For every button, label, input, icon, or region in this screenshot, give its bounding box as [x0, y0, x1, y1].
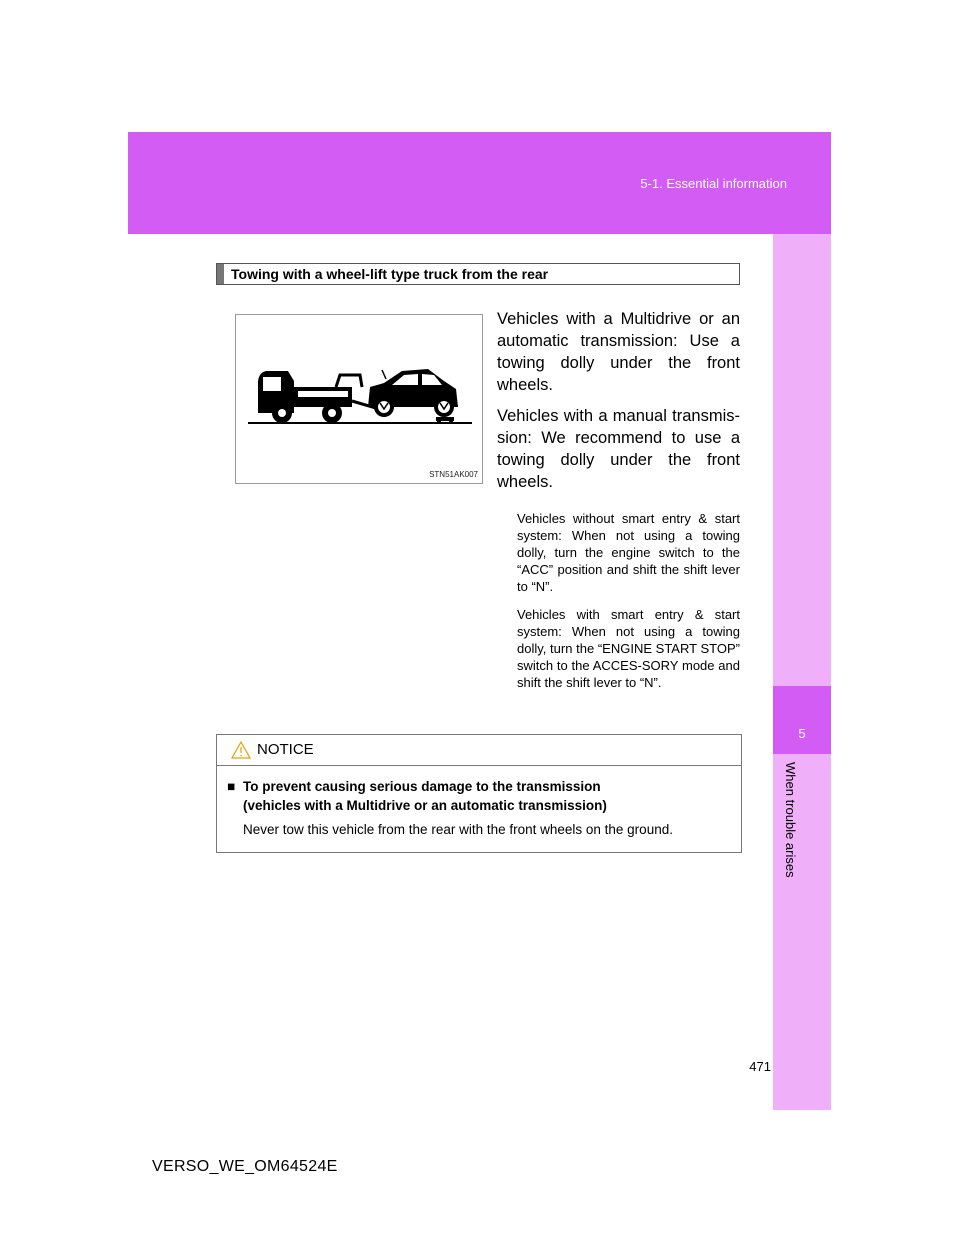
notice-box	[216, 734, 742, 853]
chapter-title: When trouble arises	[783, 762, 798, 878]
chapter-side-tab	[773, 234, 831, 1110]
sub-heading-bar	[217, 264, 224, 284]
page-number: 471	[749, 1059, 771, 1074]
notice-label: NOTICE	[257, 741, 314, 758]
figure-code: STN51AK007	[429, 470, 478, 479]
warning-triangle-icon	[231, 741, 251, 759]
chapter-number: 5	[798, 726, 806, 741]
notice-heading-line1: To prevent causing serious damage to the transmission	[243, 779, 601, 794]
header-band	[128, 132, 831, 234]
tow-truck-illustration	[235, 314, 483, 484]
notice-body: Never tow this vehicle from the rear with the front wheels on the ground.	[243, 822, 673, 837]
square-bullet-icon: ■	[227, 779, 236, 794]
notice-heading	[227, 777, 727, 815]
sub-paragraph: Vehicles with smart entry & start system: When not using a towing dolly, turn the “ENGINE START STOP” switch to the ACCES-SORY mode and shift the shift lever to “N”.	[517, 607, 740, 690]
sub-paragraph: Vehicles without smart entry & start system: When not using a towing dolly, turn the engine switch to the “ACC” position and shift the shift lever to “N”.	[517, 511, 740, 594]
body-paragraph: Vehicles with a manual transmis-sion: We recommend to use a towing dolly under the front wheels.	[497, 407, 740, 491]
sub-heading	[216, 263, 740, 285]
sub-heading-text: Towing with a wheel-lift type truck from the rear	[231, 266, 549, 282]
body-paragraph: Vehicles with a Multidrive or an automatic transmission: Use a towing dolly under the front wheels.	[497, 310, 740, 394]
tow-truck-wheel-lift-illustration	[236, 315, 482, 483]
notice-heading-line2: (vehicles with a Multidrive or an automatic transmission)	[243, 798, 607, 813]
section-label: 5-1. Essential information	[640, 176, 787, 191]
notice-header	[217, 735, 741, 766]
document-code: VERSO_WE_OM64524E	[152, 1158, 338, 1175]
chapter-number-block	[773, 686, 831, 754]
